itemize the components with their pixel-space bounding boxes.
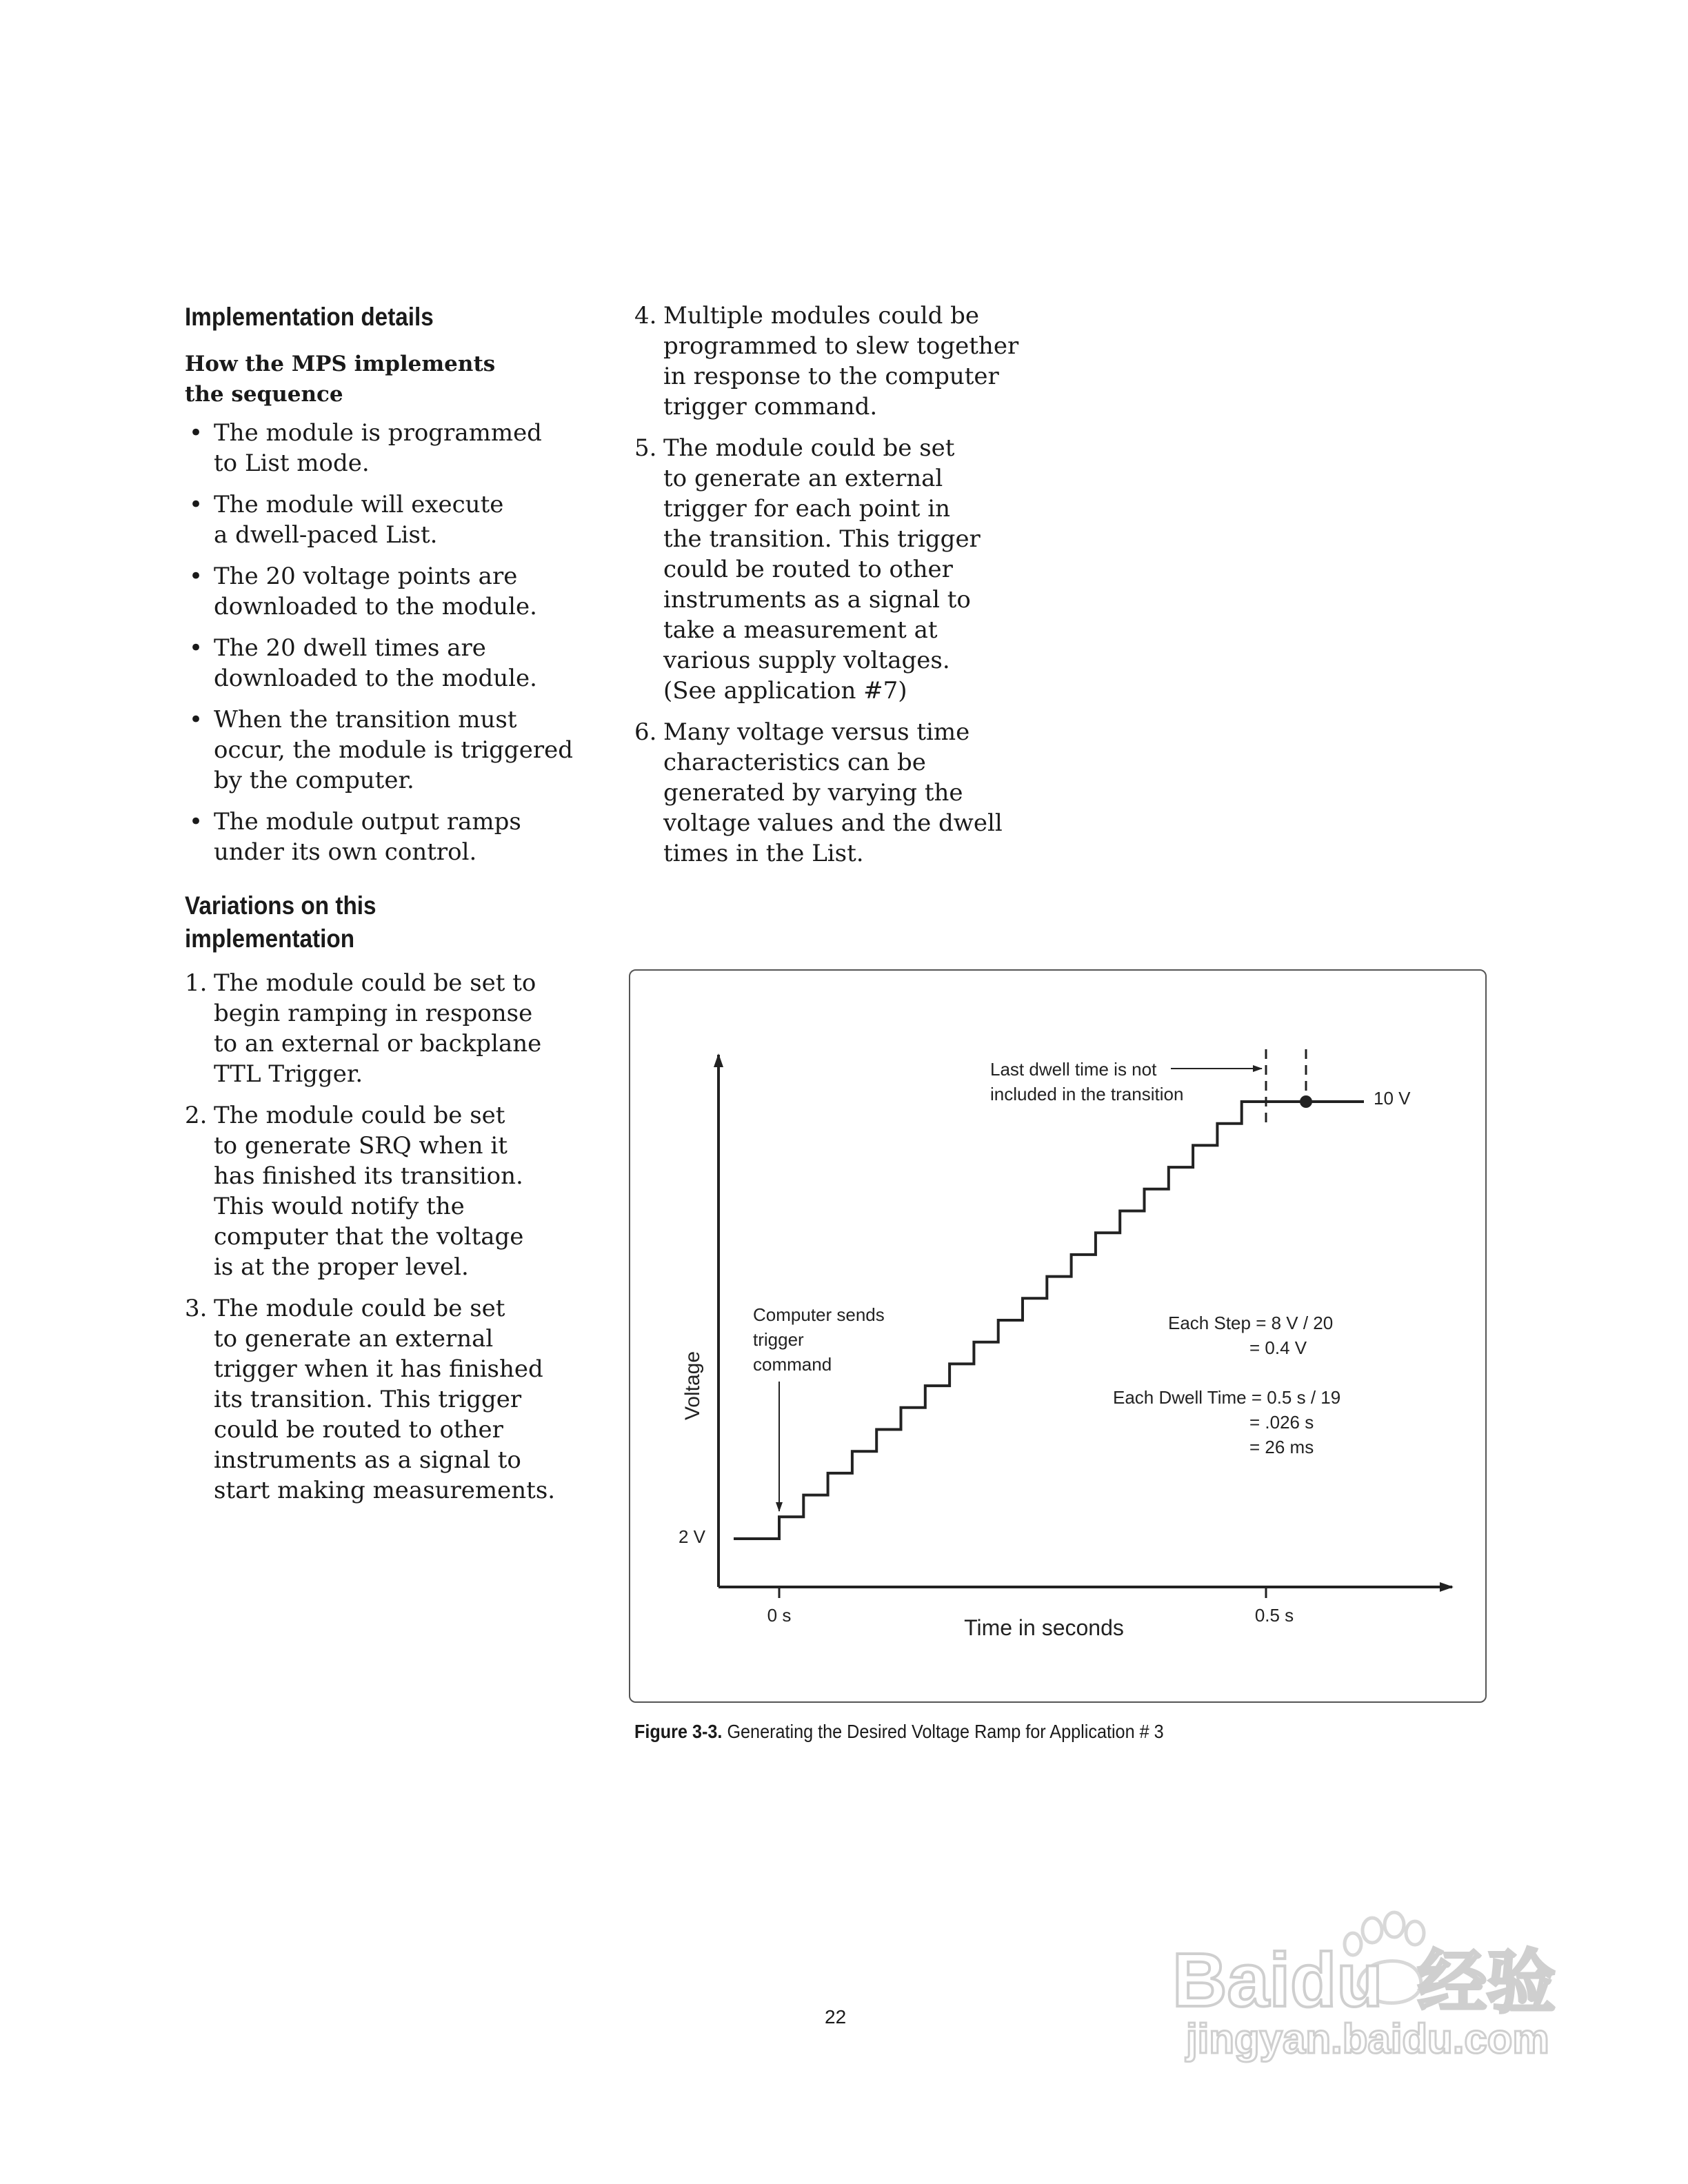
list-item [634,717,1062,869]
bullet-icon: • [189,419,203,447]
trigger-annotation-line: command [753,1354,832,1375]
trigger-annotation-line: trigger [753,1329,804,1350]
list-item [185,418,612,478]
bullet-text: When the transition must occur, the module is triggered by the computer. [214,706,573,794]
item-number: 4. [634,302,657,330]
trigger-annotation [753,1304,890,1375]
formula-line: = 0.4 V [1249,1337,1307,1358]
watermark-cn: 经验 [1418,1944,1556,2021]
list-item [185,705,612,796]
item-text: Multiple modules could be programmed to slew together in response to the computer trigger command. [663,302,1019,421]
item-text: The module could be set to generate an external trigger when it has finished its transition. This trigger could be routed to other instruments as a signal to start making measurements. [214,1295,556,1504]
variations-list-left [185,968,612,1506]
watermark-brand: Baidu [1172,1938,1383,2023]
bullet-text: The 20 dwell times are downloaded to the module. [214,634,537,692]
list-item [185,561,612,622]
list-item [185,807,612,867]
formula-line: = 26 ms [1249,1437,1314,1457]
step-formula [1168,1313,1338,1358]
watermark-url: jingyan.baidu.com [1186,2016,1549,2062]
bullet-icon: • [189,808,203,836]
page-number: 22 [825,2006,847,2028]
y-low-label: 2 V [679,1526,706,1547]
variations-heading: Variations on this implementation [185,891,376,953]
list-item [185,968,612,1089]
sequence-bullet-list [185,418,612,867]
list-item [634,301,1062,422]
implementation-details-heading: Implementation details [185,303,434,331]
baidu-watermark-logo [1172,1903,1586,2068]
last-dwell-annotation-line: Last dwell time is not [990,1059,1157,1080]
bullet-text: The module is programmed to List mode. [214,419,542,477]
item-text: The module could be set to generate an external trigger for each point in the transition. This trigger could be routed to other instruments as a signal to take a measurement at various supply voltages. (See application #7) [663,434,981,705]
list-item [185,489,612,550]
last-dwell-annotation-line: included in the transition [990,1084,1184,1104]
item-text: The module could be set to begin ramping in response to an external or backplane TTL Trigger. [214,969,542,1088]
formula-line: Each Step = 8 V / 20 [1168,1313,1334,1333]
list-item [185,1100,612,1282]
item-number: 3. [185,1295,208,1322]
item-text: The module could be set to generate SRQ when it has finished its transition. This would notify the computer that the voltage is at the proper level. [214,1102,524,1281]
list-item [185,633,612,694]
mps-sequence-subheading: How the MPS implements the sequence [185,352,496,407]
right-column [634,301,1062,880]
formula-line: = .026 s [1249,1412,1314,1433]
item-number: 2. [185,1102,208,1129]
caption-text: Generating the Desired Voltage Ramp for Application # 3 [727,1721,1164,1742]
bullet-icon: • [189,706,203,734]
bullet-text: The module output ramps under its own control. [214,808,521,866]
x-end-label: 0.5 s [1254,1605,1294,1626]
dwell-formula [1113,1387,1345,1457]
bullet-text: The 20 voltage points are downloaded to the module. [214,563,537,620]
list-item [634,433,1062,706]
variations-list-right [634,301,1062,869]
bullet-icon: • [189,563,203,590]
x-axis-label: Time in seconds [964,1615,1124,1640]
item-number: 1. [185,969,208,997]
formula-line: Each Dwell Time = 0.5 s / 19 [1113,1387,1341,1408]
list-item [185,1293,612,1506]
bullet-text: The module will execute a dwell-paced List. [214,491,504,549]
item-number: 5. [634,434,657,462]
trigger-annotation-line: Computer sends [753,1304,885,1325]
figure-caption [634,1721,1164,1743]
left-column [185,301,612,1517]
caption-label: Figure 3-3. [634,1721,723,1742]
item-number: 6. [634,718,657,746]
bullet-icon: • [189,491,203,518]
y-axis-label: Voltage [681,1351,704,1421]
y-high-label: 10 V [1374,1088,1411,1109]
voltage-ramp-chart [629,969,1487,1703]
last-dwell-annotation [990,1059,1183,1104]
item-text: Many voltage versus time characteristics can be generated by varying the voltage values and the dwell times in the List. [663,718,1003,867]
x-start-label: 0 s [767,1605,792,1626]
bullet-icon: • [189,634,203,662]
